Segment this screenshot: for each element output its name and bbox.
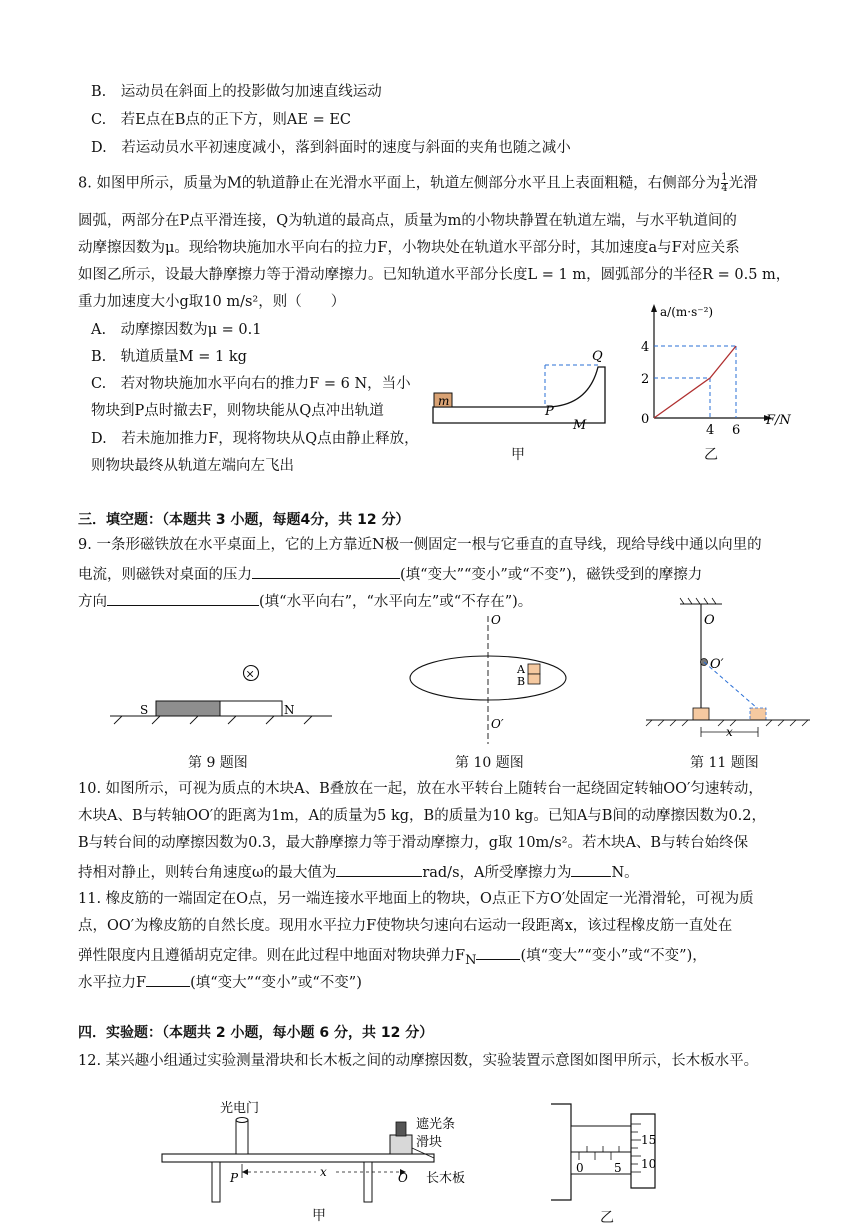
label-S: S [140,703,149,717]
label-O: O [491,613,501,627]
yi-origin: 0 [641,412,650,427]
yi-xlabel: F/N [766,413,791,428]
fig9 [100,650,340,730]
tick-0: 0 [576,1161,584,1175]
fig9-caption: 第 9 题图 [188,755,248,771]
fig11 [640,596,820,746]
label-slider: 滑块 [416,1135,443,1150]
q9-blank-2[interactable] [107,589,259,606]
q8-option-c2: 物块到P点时撤去F，则物块能从Q点冲出轨道 [91,403,384,419]
label-P: P [545,404,554,419]
q10-line4: 持相对静止，则转台角速度ω的最大值为 rad/s，A所受摩擦力为 N。 [78,860,639,883]
q8-option-d2: 则物块最终从轨道左端向左飞出 [91,458,294,474]
label-x: x [726,725,733,739]
q10-line2: 木块A、B与转轴OO′的距离为1m，A的质量为5 kg，B的质量为10 kg。已知A与B间的动摩擦因数为0.2， [78,808,767,824]
label-long-board: 长木板 [426,1171,466,1186]
tick-10: 10 [641,1157,657,1171]
yi-x6: 6 [732,423,741,438]
current-into-page-icon: × [245,667,255,681]
q7-option-d: D. 若运动员水平初速度减小，落到斜面时的速度与斜面的夹角也随之减小 [91,140,571,156]
q9-line1: 9. 一条形磁铁放在水平桌面上，它的上方靠近N极一侧固定一根与它垂直的直导线，现给导线中通以向里的 [78,537,762,553]
q8-option-d1: D. 若未施加推力F，现将物块从Q点由静止释放， [91,431,419,447]
yi-ylabel: a/(m·s⁻²) [660,305,714,319]
q8-yi-caption: 乙 [704,447,718,463]
q8-line3: 动摩擦因数为μ。现给物块施加水平向右的拉力F，小物块处在轨道水平部分时，其加速度a与F对应关系 [78,240,740,256]
q8-figure-jia [430,345,620,465]
q9-line3: 方向 (填“水平向右”，“水平向左”或“不存在”)。 [78,589,532,612]
q10-line3: B与转台间的动摩擦因数为0.3，最大静摩擦力等于滑动摩擦力，g取 10m/s²。若木块A、B与转台始终保 [78,835,749,851]
label-photogate: 光电门 [220,1101,260,1116]
q11-line4: 水平拉力F (填“变大”“变小”或“不变”) [78,970,362,993]
q11-line2: 点，OO′为橡皮筋的自然长度。现用水平拉力F使物块匀速向右运动一段距离x，该过程橡皮筋一直处在 [78,918,733,934]
q12-figure-yi [545,1100,675,1205]
section3-heading: 三．填空题：（本题共 3 小题，每题4分，共 12 分） [78,512,410,528]
label-P: P [230,1171,239,1185]
label-O: O [704,613,715,628]
q11-blank-1[interactable] [476,943,520,960]
q8-option-b: B. 轨道质量M = 1 kg [91,349,247,365]
label-N: N [284,703,295,717]
q8-option-a: A. 动摩擦因数为μ = 0.1 [91,322,262,338]
section4-heading: 四．实验题：（本题共 2 小题，每小题 6 分，共 12 分） [78,1025,434,1041]
tick-5: 5 [614,1161,622,1175]
q12-line1: 12. 某兴趣小组通过实验测量滑块和长木板之间的动摩擦因数，实验装置示意图如图甲所示，长木板水平。 [78,1053,759,1069]
q10-blank-1[interactable] [336,860,422,877]
q8-line1: 8. 如图甲所示，质量为M的轨道静止在光滑水平面上，轨道左侧部分水平且上表面粗糙，右侧部分为 $\frac{1}{4}$ 光滑 [78,172,758,194]
q8-line5: 重力加速度大小g取10 m/s²，则（ ） [78,294,346,310]
q12-yi-caption: 乙 [600,1210,614,1226]
q11-blank-2[interactable] [146,970,190,987]
q12-figure-jia [160,1098,490,1213]
q11-line1: 11. 橡皮筋的一端固定在O点，另一端连接水平地面上的物块，O点正下方O′处固定一光滑滑轮，可视为质 [78,891,754,907]
q8-line4: 如图乙所示，设最大静摩擦力等于滑动摩擦力。已知轨道水平部分长度L = 1 m，圆弧部分的半径R = 0.5 m， [78,267,791,283]
label-Q: Q [592,349,603,364]
tick-15: 15 [641,1133,657,1147]
label-O-prime: O′ [491,717,504,731]
q10-blank-2[interactable] [571,860,611,877]
q7-option-c: C. 若E点在B点的正下方，则AE = EC [91,112,352,128]
q9-line2: 电流，则磁铁对桌面的压力 (填“变大”“变小”或“不变”)，磁铁受到的摩擦力 [78,562,702,585]
label-B: B [517,675,526,688]
fig11-caption: 第 11 题图 [690,755,759,771]
q10-line1: 10. 如图所示，可视为质点的木块A、B叠放在一起，放在水平转台上随转台一起绕固定转轴OO′匀速转动， [78,781,763,797]
fig10-caption: 第 10 题图 [455,755,524,771]
label-m: m [438,394,450,408]
label-O: O [398,1171,408,1185]
label-x: x [320,1165,327,1179]
frac-numerator: 1 [721,172,728,183]
label-M: M [573,418,587,433]
q8-option-c1: C. 若对物块施加水平向右的推力F = 6 N，当小 [91,376,411,392]
q9-blank-1[interactable] [252,562,400,579]
frac-denominator: 4 [721,183,728,194]
label-A: A [517,663,525,676]
label-O-prime: O′ [710,657,724,672]
q12-jia-caption: 甲 [312,1208,326,1224]
q11-line3: 弹性限度内且遵循胡克定律。则在此过程中地面对物块弹力$F_N$ (填“变大”“变小”或“不变”)， [78,943,707,971]
yi-y2: 2 [641,372,650,387]
yi-y4: 4 [641,340,650,355]
fig10 [405,608,575,748]
yi-x4: 4 [706,423,715,438]
q8-figure-yi [636,300,796,438]
label-shading-strip: 遮光条 [416,1117,456,1132]
q7-option-b: B. 运动员在斜面上的投影做匀加速直线运动 [91,84,382,100]
q8-jia-caption: 甲 [511,447,525,463]
q8-line2: 圆弧，两部分在P点平滑连接，Q为轨道的最高点，质量为m的小物块静置在轨道左端，与水平轨道间的 [78,213,737,229]
